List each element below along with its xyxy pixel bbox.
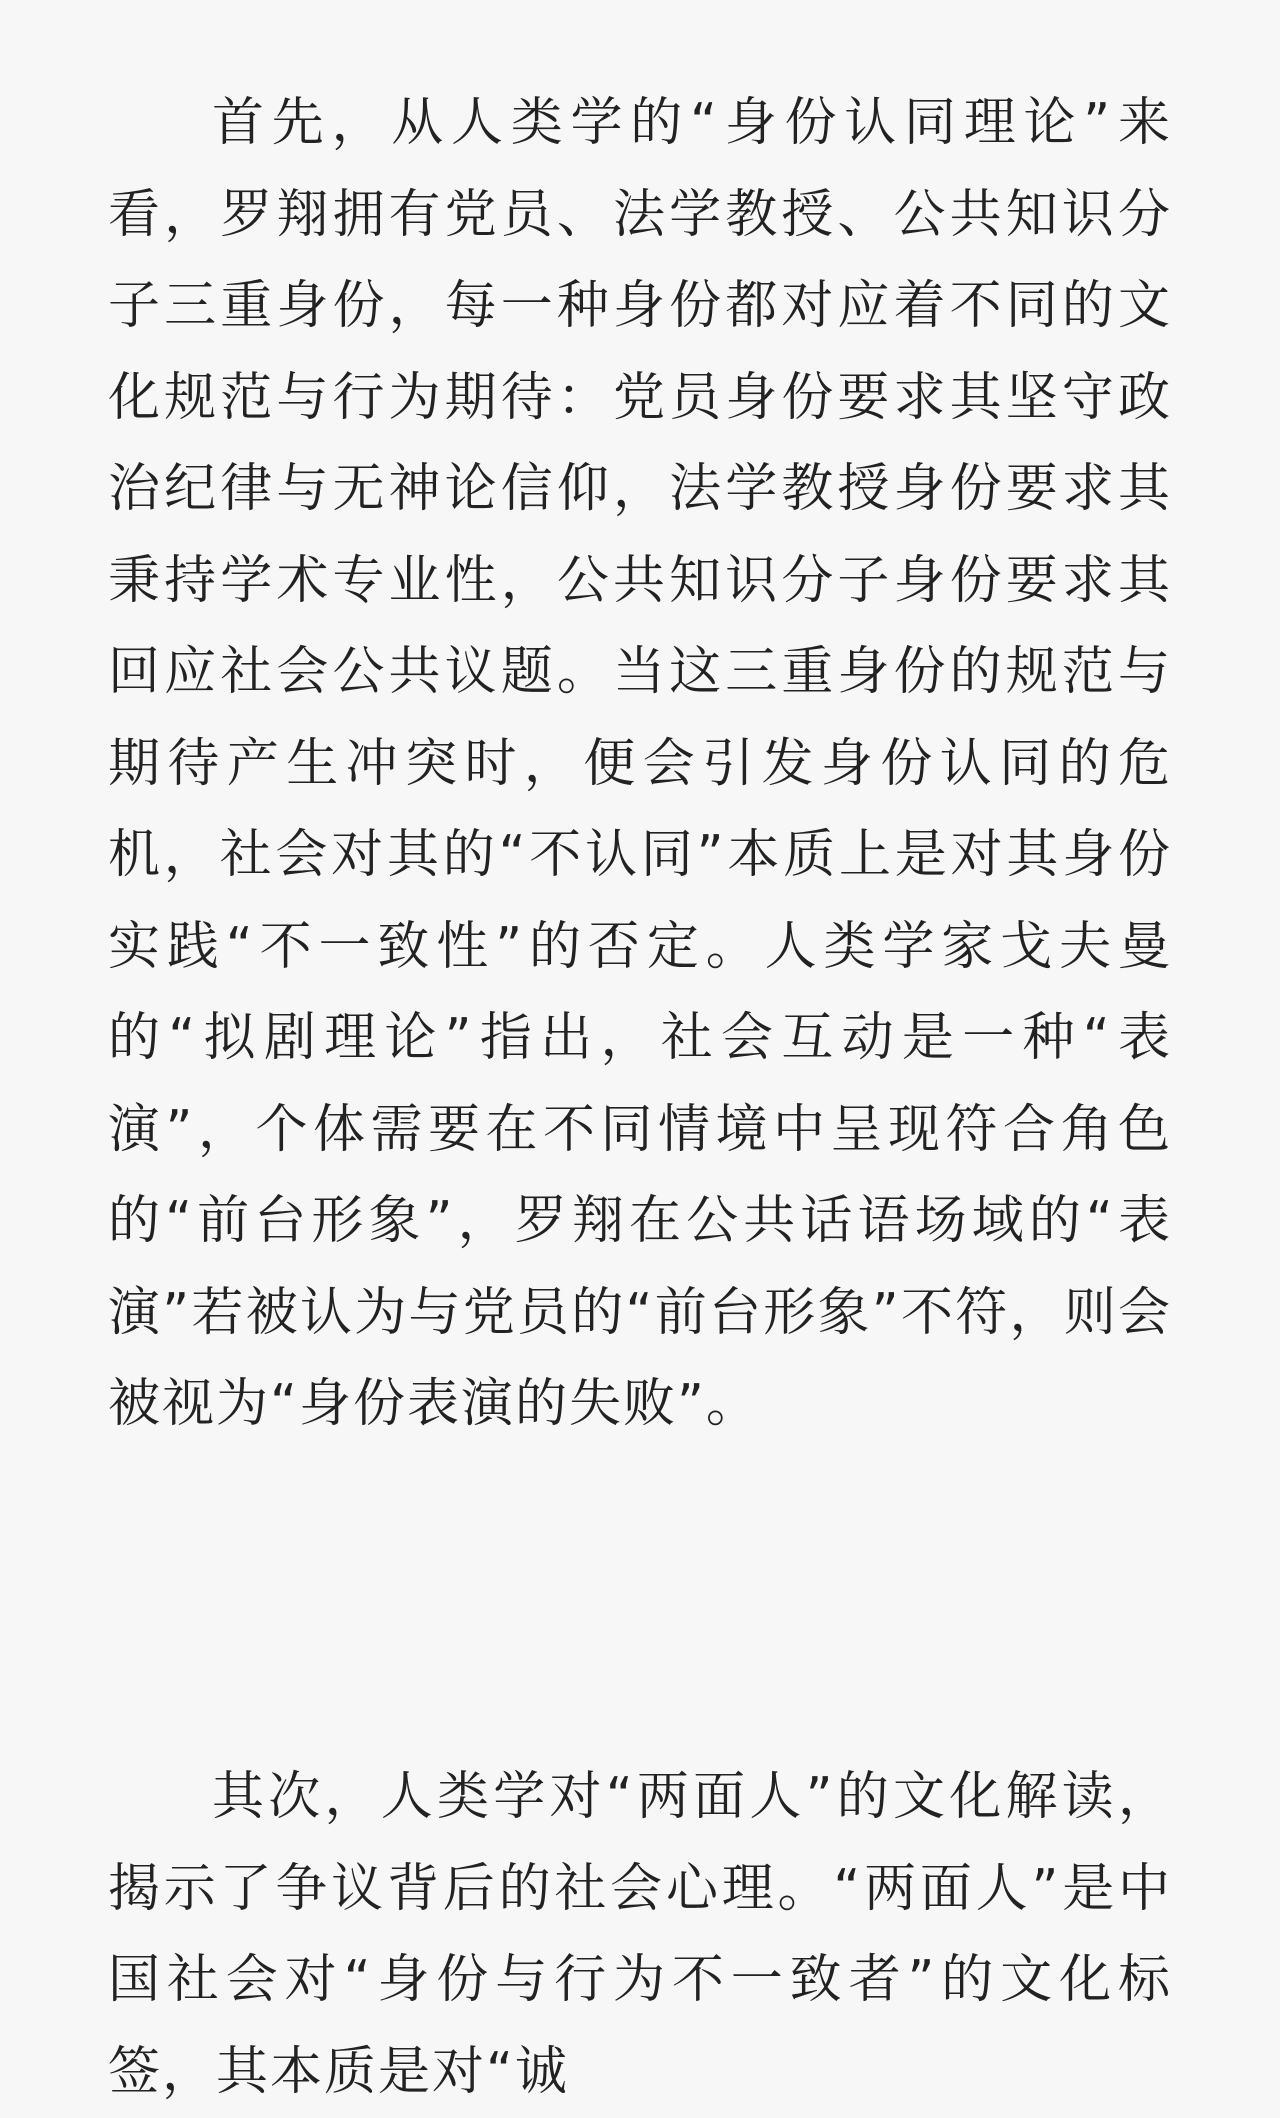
article-body xyxy=(108,78,1172,2102)
paragraph-2: 其次，人类学对“两面人”的文化解读，揭示了争议背后的社会心理。“两面人”是中国社会对“身份与行为不一致者”的文化标签，其本质是对“诚 xyxy=(108,1767,1172,2102)
paragraph-1: 首先，从人类学的“身份认同理论”来看，罗翔拥有党员、法学教授、公共知识分子三重身份，每一种身份都对应着不同的文化规范与行为期待：党员身份要求其坚守政治纪律与无神论信仰，法学教授身份要求其秉持学术专业性，公共知识分子身份要求其回应社会公共议题。当这三重身份的规范与期待产生冲突时，便会引发身份认同的危机，社会对其的“不认同”本质上是对其身份实践“不一致性”的否定。人类学家戈夫曼的“拟剧理论”指出，社会互动是一种“表演”，个体需要在不同情境中呈现符合角色的“前台形象”，罗翔在公共话语场域的“表演”若被认为与党员的“前台形象”不符，则会被视为“身份表演的失败”。 xyxy=(108,93,1172,1434)
